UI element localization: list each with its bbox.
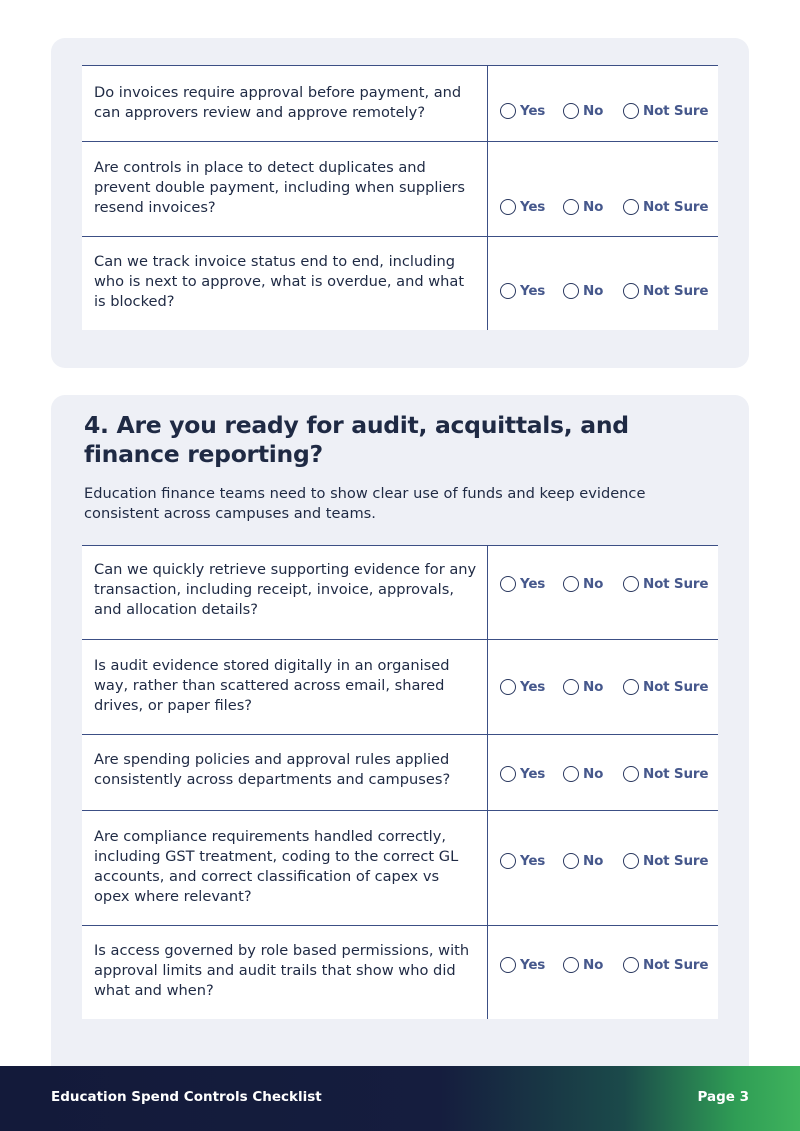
question-cell xyxy=(82,926,488,1019)
yes-label: Yes xyxy=(520,576,546,592)
radio-circle-icon xyxy=(563,103,579,119)
not-sure-label: Not Sure xyxy=(643,199,709,215)
yes-label: Yes xyxy=(520,766,546,782)
question-cell xyxy=(82,811,488,925)
no-radio[interactable] xyxy=(563,955,603,975)
yes-label: Yes xyxy=(520,957,546,973)
no-label: No xyxy=(583,283,604,299)
yes-radio[interactable] xyxy=(500,677,545,697)
section-intro: Education finance teams need to show clear use of funds and keep evidence consistent across campuses and teams. xyxy=(84,485,646,522)
radio-circle-icon xyxy=(563,576,579,592)
not-sure-radio[interactable] xyxy=(623,677,708,697)
footer-document-title: Education Spend Controls Checklist xyxy=(51,1089,322,1105)
question-cell xyxy=(82,142,488,236)
not-sure-radio[interactable] xyxy=(623,197,708,217)
question-text: Do invoices require approval before payment, and can approvers review and approve remotely? xyxy=(94,84,462,121)
radio-circle-icon xyxy=(500,576,516,592)
question-cell xyxy=(82,237,488,330)
radio-circle-icon xyxy=(500,679,516,695)
no-radio[interactable] xyxy=(563,851,603,871)
section-3-question-table xyxy=(82,65,718,330)
answer-options xyxy=(488,281,718,301)
yes-radio[interactable] xyxy=(500,197,545,217)
question-text: Are controls in place to detect duplicates and prevent double payment, including when suppliers resend invoices? xyxy=(94,159,466,216)
no-label: No xyxy=(583,679,604,695)
section-3-card xyxy=(51,38,749,368)
question-cell xyxy=(82,66,488,141)
yes-radio[interactable] xyxy=(500,101,545,121)
answer-options xyxy=(488,101,718,121)
yes-label: Yes xyxy=(520,199,546,215)
not-sure-radio[interactable] xyxy=(623,574,708,594)
not-sure-label: Not Sure xyxy=(643,957,709,973)
not-sure-label: Not Sure xyxy=(643,103,709,119)
not-sure-label: Not Sure xyxy=(643,853,709,869)
not-sure-radio[interactable] xyxy=(623,851,708,871)
not-sure-label: Not Sure xyxy=(643,766,709,782)
answer-options xyxy=(488,197,718,217)
radio-circle-icon xyxy=(623,853,639,869)
no-radio[interactable] xyxy=(563,101,603,121)
answer-options xyxy=(488,955,718,975)
footer-page-number: Page 3 xyxy=(697,1089,749,1105)
question-row xyxy=(82,66,718,142)
section-4-question-table xyxy=(82,545,718,1019)
section-title: 4. Are you ready for audit, acquittals, and finance reporting? xyxy=(84,411,629,468)
question-row xyxy=(82,142,718,237)
radio-circle-icon xyxy=(500,199,516,215)
no-radio[interactable] xyxy=(563,197,603,217)
not-sure-radio[interactable] xyxy=(623,281,708,301)
yes-label: Yes xyxy=(520,853,546,869)
question-row xyxy=(82,926,718,1019)
radio-circle-icon xyxy=(623,766,639,782)
radio-circle-icon xyxy=(500,853,516,869)
question-cell xyxy=(82,640,488,734)
radio-circle-icon xyxy=(563,766,579,782)
no-radio[interactable] xyxy=(563,574,603,594)
not-sure-radio[interactable] xyxy=(623,955,708,975)
radio-circle-icon xyxy=(623,199,639,215)
no-label: No xyxy=(583,103,604,119)
yes-radio[interactable] xyxy=(500,955,545,975)
yes-radio[interactable] xyxy=(500,851,545,871)
not-sure-label: Not Sure xyxy=(643,679,709,695)
not-sure-radio[interactable] xyxy=(623,764,708,784)
radio-circle-icon xyxy=(623,679,639,695)
not-sure-radio[interactable] xyxy=(623,101,708,121)
question-text: Can we quickly retrieve supporting evidence for any transaction, including receipt, invoice, approvals, and allocation details? xyxy=(94,561,477,618)
question-row xyxy=(82,735,718,811)
radio-circle-icon xyxy=(563,199,579,215)
question-text: Are spending policies and approval rules applied consistently across departments and campuses? xyxy=(94,751,451,788)
not-sure-label: Not Sure xyxy=(643,283,709,299)
no-radio[interactable] xyxy=(563,764,603,784)
no-radio[interactable] xyxy=(563,677,603,697)
answer-options xyxy=(488,764,718,784)
question-row xyxy=(82,640,718,735)
radio-circle-icon xyxy=(563,679,579,695)
question-row xyxy=(82,811,718,926)
question-row xyxy=(82,237,718,330)
section-4-card xyxy=(51,395,749,1095)
question-text: Are compliance requirements handled correctly, including GST treatment, coding to the correct GL accounts, and correct classification of capex vs opex where relevant? xyxy=(94,828,459,905)
radio-circle-icon xyxy=(500,766,516,782)
radio-circle-icon xyxy=(623,576,639,592)
question-text: Can we track invoice status end to end, including who is next to approve, what is overdue, and what is blocked? xyxy=(94,253,465,310)
radio-circle-icon xyxy=(623,957,639,973)
question-text: Is audit evidence stored digitally in an organised way, rather than scattered across email, shared drives, or paper files? xyxy=(94,657,450,714)
radio-circle-icon xyxy=(500,957,516,973)
answer-options xyxy=(488,677,718,697)
radio-circle-icon xyxy=(563,283,579,299)
yes-radio[interactable] xyxy=(500,281,545,301)
yes-radio[interactable] xyxy=(500,764,545,784)
question-cell xyxy=(82,546,488,639)
yes-label: Yes xyxy=(520,283,546,299)
radio-circle-icon xyxy=(563,957,579,973)
radio-circle-icon xyxy=(500,283,516,299)
radio-circle-icon xyxy=(500,103,516,119)
radio-circle-icon xyxy=(563,853,579,869)
page-footer xyxy=(0,1066,800,1131)
yes-radio[interactable] xyxy=(500,574,545,594)
question-cell xyxy=(82,735,488,810)
yes-label: Yes xyxy=(520,103,546,119)
no-label: No xyxy=(583,957,604,973)
no-label: No xyxy=(583,199,604,215)
answer-options xyxy=(488,851,718,871)
question-row xyxy=(82,546,718,640)
no-label: No xyxy=(583,766,604,782)
radio-circle-icon xyxy=(623,103,639,119)
no-label: No xyxy=(583,853,604,869)
question-text: Is access governed by role based permissions, with approval limits and audit trails that show who did what and when? xyxy=(94,942,470,999)
radio-circle-icon xyxy=(623,283,639,299)
no-label: No xyxy=(583,576,604,592)
no-radio[interactable] xyxy=(563,281,603,301)
yes-label: Yes xyxy=(520,679,546,695)
answer-options xyxy=(488,574,718,594)
not-sure-label: Not Sure xyxy=(643,576,709,592)
